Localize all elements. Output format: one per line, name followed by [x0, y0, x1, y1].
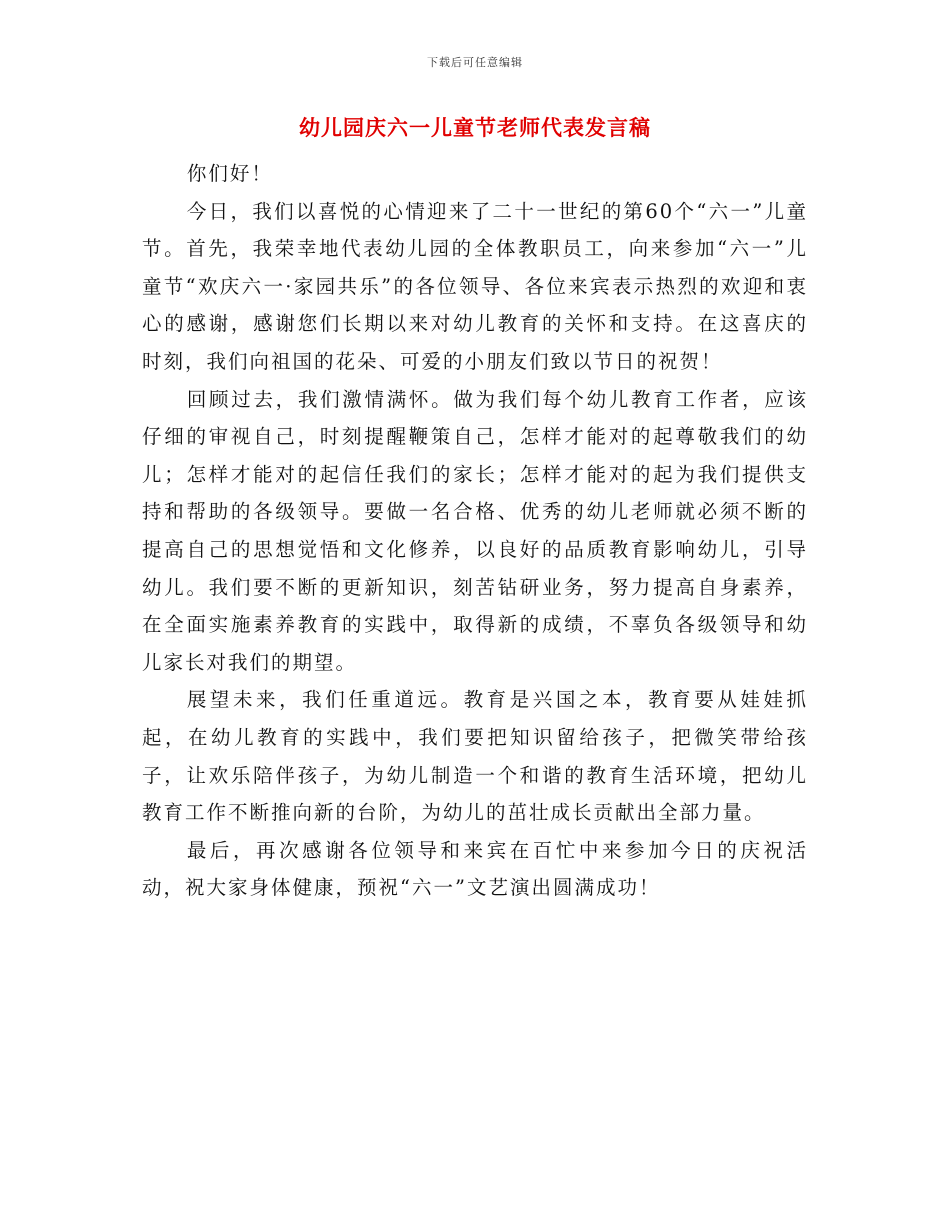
paragraph-opening: 今日，我们以喜悦的心情迎来了二十一世纪的第60个“六一”儿童节。首先，我荣幸地代表幼儿园的全体教职员工，向来参加“六一”儿童节“欢庆六一·家园共乐”的各位领导、各位来宾表示热烈的欢迎和衷心的感谢，感谢您们长期以来对幼儿教育的关怀和支持。在这喜庆的时刻，我们向祖国的花朵、可爱的小朋友们致以节日的祝贺！	[142, 199, 808, 373]
document-body	[142, 155, 808, 907]
header-note: 下载后可任意编辑	[427, 56, 523, 69]
document-title: 幼儿园庆六一儿童节老师代表发言稿	[299, 115, 651, 140]
paragraph-greeting: 你们好！	[186, 162, 273, 185]
paragraph-review: 回顾过去，我们激情满怀。做为我们每个幼儿教育工作者，应该仔细的审视自己，时刻提醒鞭策自己，怎样才能对的起尊敬我们的幼儿；怎样才能对的起信任我们的家长；怎样才能对的起为我们提供支持和帮助的各级领导。要做一名合格、优秀的幼儿老师就必须不断的提高自己的思想觉悟和文化修养，以良好的品质教育影响幼儿，引导幼儿。我们要不断的更新知识，刻苦钻研业务，努力提高自身素养，在全面实施素养教育的实践中，取得新的成绩，不辜负各级领导和幼儿家长对我们的期望。	[142, 387, 808, 674]
paragraph-closing: 最后，再次感谢各位领导和来宾在百忙中来参加今日的庆祝活动，祝大家身体健康，预祝“六一”文艺演出圆满成功！	[142, 838, 808, 900]
paragraph-outlook: 展望未来，我们任重道远。教育是兴国之本，教育要从娃娃抓起，在幼儿教育的实践中，我们要把知识留给孩子，把微笑带给孩子，让欢乐陪伴孩子，为幼儿制造一个和谐的教育生活环境，把幼儿教育工作不断推向新的台阶，为幼儿的茁壮成长贡献出全部力量。	[142, 688, 808, 825]
